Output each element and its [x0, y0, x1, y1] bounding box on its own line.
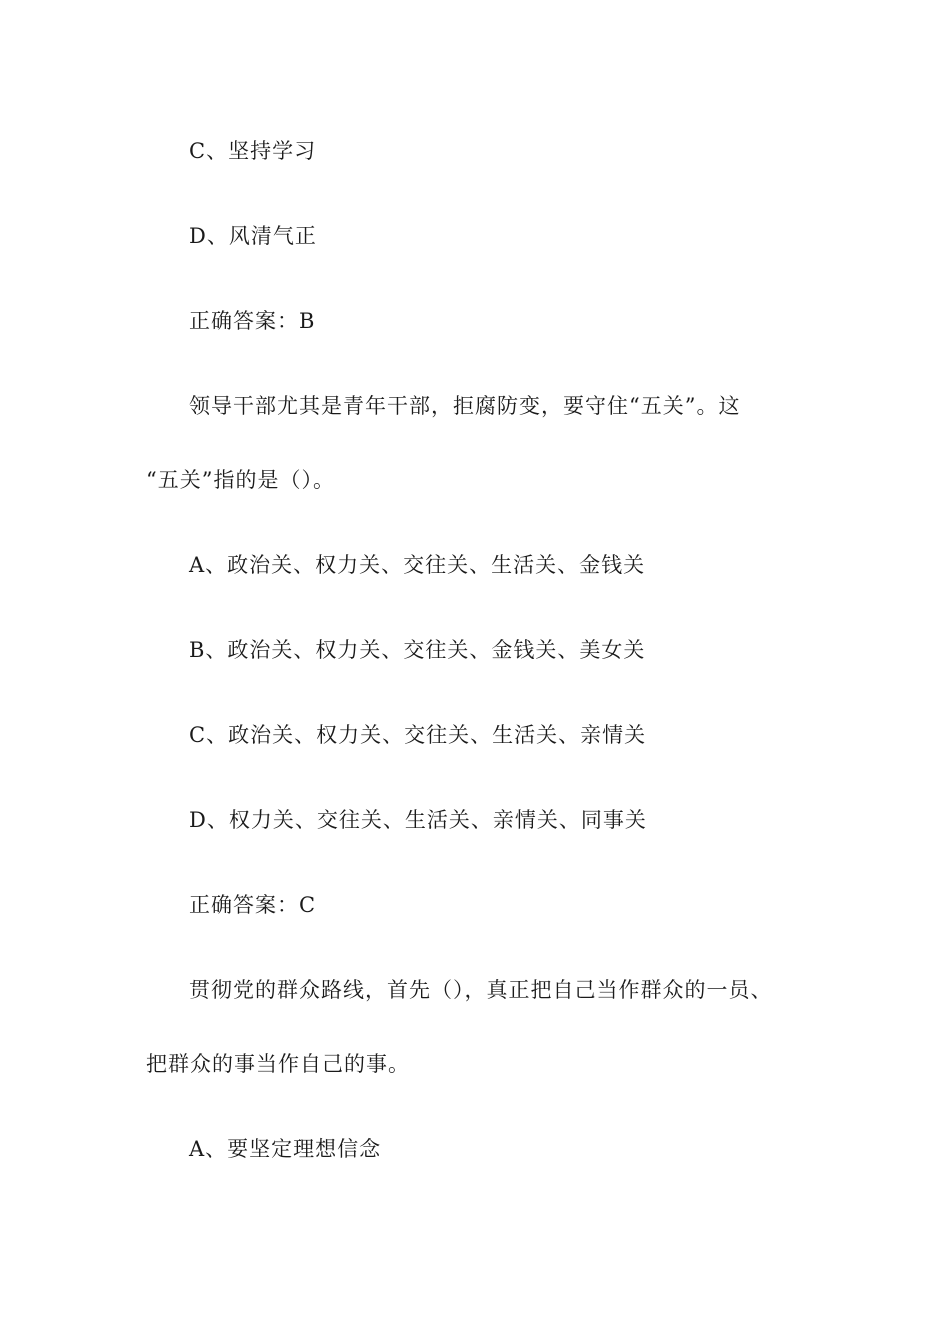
question-1-option-c: C、政治关、权力关、交往关、生活关、亲情关 — [189, 723, 647, 747]
question-2-stem-line1: 贯彻党的群众路线，首先（），真正把自己当作群众的一员、 — [189, 978, 773, 1002]
question-2-stem-line2: 把群众的事当作自己的事。 — [146, 1052, 410, 1076]
question-2-option-a: A、要坚定理想信念 — [189, 1137, 382, 1161]
question-1-option-a: A、政治关、权力关、交往关、生活关、金钱关 — [189, 553, 646, 577]
prev-option-c: C、坚持学习 — [189, 139, 317, 163]
question-1-answer: 正确答案：C — [189, 893, 317, 917]
question-1-option-d: D、权力关、交往关、生活关、亲情关、同事关 — [189, 808, 647, 832]
prev-answer: 正确答案：B — [189, 309, 316, 333]
prev-option-d: D、风清气正 — [189, 224, 317, 248]
question-1-stem-line1: 领导干部尤其是青年干部，拒腐防变，要守住“五关”。这 — [189, 394, 741, 418]
question-1-option-b: B、政治关、权力关、交往关、金钱关、美女关 — [189, 638, 646, 662]
question-1-stem-line2: “五关”指的是（）。 — [146, 468, 335, 492]
